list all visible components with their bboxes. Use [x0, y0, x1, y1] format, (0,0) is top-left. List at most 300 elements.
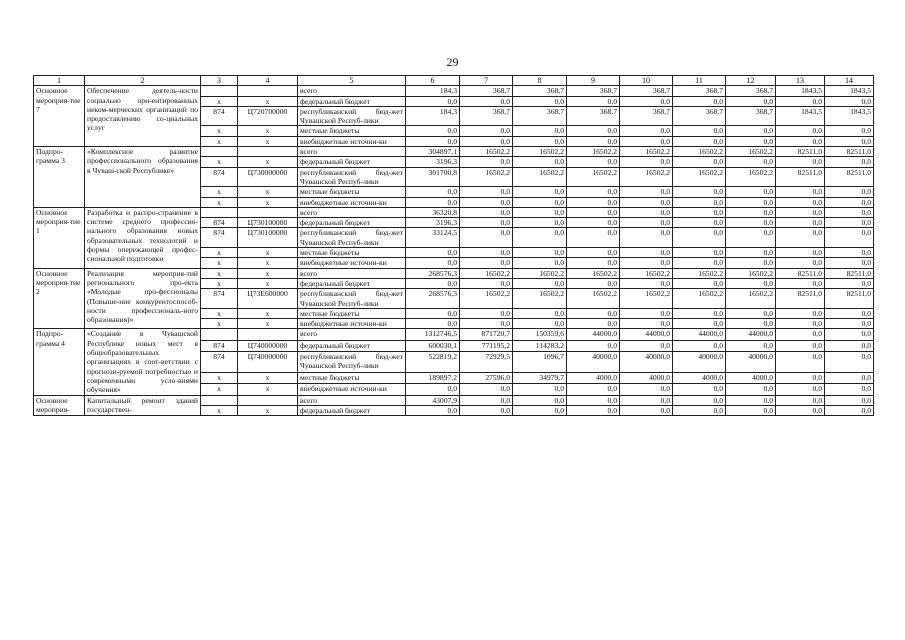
- header-cell: 4: [238, 76, 298, 86]
- funding-source-cell: республиканский бюд-жет Чувашской Респуб-лики: [298, 228, 406, 248]
- budget-code-cell: Ц730100000: [238, 218, 298, 228]
- amount-cell: 34979,7: [513, 373, 567, 384]
- amount-cell: 3196,3: [406, 218, 460, 228]
- ministry-code-cell: x: [201, 319, 238, 329]
- funding-source-cell: федеральный бюджет: [298, 340, 406, 351]
- funding-source-cell: федеральный бюджет: [298, 278, 406, 288]
- budget-code-cell: x: [238, 405, 298, 415]
- amount-cell: 82511,0: [825, 167, 874, 187]
- row-group-description: «Создание в Чувашской Республике новых мест в общеобразовательных организациях в соот-ветствии с прогнози-руемой потребностью и современными усло-виями обучения»: [85, 329, 201, 395]
- amount-cell: 0,0: [825, 207, 874, 217]
- budget-code-cell: x: [238, 248, 298, 258]
- amount-cell: 0,0: [673, 96, 726, 106]
- amount-cell: 16502,2: [726, 147, 776, 157]
- amount-cell: 0,0: [567, 319, 620, 329]
- amount-cell: 0,0: [567, 197, 620, 207]
- amount-cell: 0,0: [726, 207, 776, 217]
- funding-source-cell: республиканский бюд-жет Чувашской Респуб-лики: [298, 167, 406, 187]
- amount-cell: 0,0: [513, 197, 567, 207]
- amount-cell: 0,0: [726, 197, 776, 207]
- amount-cell: 0,0: [620, 384, 673, 395]
- amount-cell: 368,7: [460, 86, 513, 96]
- amount-cell: 0,0: [825, 395, 874, 405]
- header-row: [34, 76, 874, 86]
- amount-cell: 0,0: [567, 395, 620, 405]
- amount-cell: 0,0: [460, 319, 513, 329]
- amount-cell: 33124,5: [406, 228, 460, 248]
- amount-cell: 0,0: [406, 258, 460, 268]
- amount-cell: 0,0: [567, 126, 620, 136]
- amount-cell: 0,0: [776, 329, 825, 340]
- budget-table: [33, 75, 874, 416]
- amount-cell: 0,0: [620, 197, 673, 207]
- funding-source-cell: всего: [298, 86, 406, 96]
- funding-source-cell: местные бюджеты: [298, 248, 406, 258]
- row-group-label: Подпро-грамма 4: [34, 329, 85, 395]
- amount-cell: 301700,8: [406, 167, 460, 187]
- amount-cell: 16502,2: [620, 167, 673, 187]
- amount-cell: 16502,2: [673, 147, 726, 157]
- ministry-code-cell: x: [201, 136, 238, 146]
- amount-cell: 0,0: [620, 308, 673, 318]
- amount-cell: 0,0: [825, 157, 874, 167]
- amount-cell: 0,0: [513, 218, 567, 228]
- amount-cell: 0,0: [673, 340, 726, 351]
- amount-cell: 0,0: [673, 218, 726, 228]
- funding-source-cell: всего: [298, 147, 406, 157]
- amount-cell: 268576,3: [406, 289, 460, 309]
- amount-cell: 522819,2: [406, 351, 460, 372]
- header-cell: 7: [460, 76, 513, 86]
- row-group-description: Разработка и распро-странение в системе среднего профессио-нального образования новых образовательных технологий и формы опережающей профес-сиональной подготовки: [85, 207, 201, 268]
- amount-cell: 44000,0: [620, 329, 673, 340]
- amount-cell: 40000,0: [673, 351, 726, 372]
- amount-cell: 0,0: [726, 126, 776, 136]
- amount-cell: 0,0: [776, 351, 825, 372]
- amount-cell: 368,7: [673, 86, 726, 96]
- amount-cell: 0,0: [620, 340, 673, 351]
- amount-cell: 0,0: [620, 278, 673, 288]
- row-group-label: Основное мероприя-тие 1: [34, 207, 85, 268]
- amount-cell: 0,0: [776, 126, 825, 136]
- budget-code-cell: x: [238, 96, 298, 106]
- funding-source-cell: внебюджетные источни-ки: [298, 136, 406, 146]
- amount-cell: 0,0: [776, 207, 825, 217]
- ministry-code-cell: 874: [201, 289, 238, 309]
- amount-cell: 0,0: [460, 278, 513, 288]
- funding-source-cell: местные бюджеты: [298, 373, 406, 384]
- ministry-code-cell: 874: [201, 340, 238, 351]
- amount-cell: 0,0: [776, 405, 825, 415]
- ministry-code-cell: x: [201, 308, 238, 318]
- amount-cell: 0,0: [567, 384, 620, 395]
- amount-cell: 0,0: [673, 157, 726, 167]
- amount-cell: 0,0: [513, 228, 567, 248]
- amount-cell: 304897,1: [406, 147, 460, 157]
- table-row: [34, 329, 874, 340]
- amount-cell: 114283,2: [513, 340, 567, 351]
- budget-code-cell: x: [238, 187, 298, 197]
- amount-cell: 0,0: [620, 96, 673, 106]
- amount-cell: 0,0: [673, 187, 726, 197]
- amount-cell: 16502,2: [460, 147, 513, 157]
- ministry-code-cell: [201, 395, 238, 405]
- header-cell: 14: [825, 76, 874, 86]
- amount-cell: 0,0: [513, 278, 567, 288]
- amount-cell: 0,0: [726, 157, 776, 167]
- amount-cell: 0,0: [673, 384, 726, 395]
- amount-cell: 0,0: [673, 207, 726, 217]
- amount-cell: 0,0: [406, 126, 460, 136]
- amount-cell: 0,0: [726, 248, 776, 258]
- funding-source-cell: федеральный бюджет: [298, 405, 406, 415]
- amount-cell: 0,0: [776, 278, 825, 288]
- header-cell: 1: [34, 76, 85, 86]
- budget-code-cell: [238, 147, 298, 157]
- funding-source-cell: республиканский бюд-жет Чувашской Респуб-лики: [298, 289, 406, 309]
- amount-cell: 1843,5: [825, 106, 874, 126]
- amount-cell: 0,0: [513, 308, 567, 318]
- amount-cell: 0,0: [825, 351, 874, 372]
- funding-source-cell: всего: [298, 207, 406, 217]
- funding-source-cell: всего: [298, 329, 406, 340]
- amount-cell: 268576,3: [406, 268, 460, 278]
- budget-code-cell: Ц730100000: [238, 228, 298, 248]
- amount-cell: 16502,2: [567, 167, 620, 187]
- ministry-code-cell: 874: [201, 351, 238, 372]
- amount-cell: 16502,2: [567, 289, 620, 309]
- budget-code-cell: Ц740000000: [238, 351, 298, 372]
- amount-cell: 0,0: [776, 308, 825, 318]
- amount-cell: 0,0: [726, 228, 776, 248]
- amount-cell: 0,0: [460, 96, 513, 106]
- header-cell: 2: [85, 76, 201, 86]
- amount-cell: 0,0: [620, 187, 673, 197]
- amount-cell: 0,0: [406, 197, 460, 207]
- ministry-code-cell: x: [201, 157, 238, 167]
- amount-cell: 72929,5: [460, 351, 513, 372]
- amount-cell: 0,0: [776, 384, 825, 395]
- amount-cell: 0,0: [567, 405, 620, 415]
- funding-source-cell: всего: [298, 395, 406, 405]
- amount-cell: 4000,0: [673, 373, 726, 384]
- amount-cell: 0,0: [513, 319, 567, 329]
- amount-cell: 0,0: [776, 157, 825, 167]
- amount-cell: 0,0: [513, 384, 567, 395]
- amount-cell: 368,7: [460, 106, 513, 126]
- budget-code-cell: x: [238, 126, 298, 136]
- amount-cell: 0,0: [726, 395, 776, 405]
- funding-source-cell: внебюджетные источни-ки: [298, 319, 406, 329]
- funding-source-cell: всего: [298, 268, 406, 278]
- ministry-code-cell: 874: [201, 106, 238, 126]
- table-row: [34, 268, 874, 278]
- amount-cell: 0,0: [776, 395, 825, 405]
- ministry-code-cell: x: [201, 187, 238, 197]
- amount-cell: 0,0: [825, 96, 874, 106]
- amount-cell: 368,7: [513, 86, 567, 96]
- amount-cell: 189897,2: [406, 373, 460, 384]
- amount-cell: 0,0: [567, 96, 620, 106]
- amount-cell: 368,7: [673, 106, 726, 126]
- amount-cell: 771195,2: [460, 340, 513, 351]
- amount-cell: 368,7: [513, 106, 567, 126]
- funding-source-cell: местные бюджеты: [298, 126, 406, 136]
- amount-cell: 16502,2: [513, 289, 567, 309]
- amount-cell: 0,0: [825, 197, 874, 207]
- amount-cell: 184,3: [406, 86, 460, 96]
- amount-cell: 0,0: [513, 405, 567, 415]
- amount-cell: 16502,2: [460, 289, 513, 309]
- amount-cell: 44000,0: [726, 329, 776, 340]
- amount-cell: 368,7: [726, 106, 776, 126]
- amount-cell: 0,0: [776, 96, 825, 106]
- amount-cell: 0,0: [513, 248, 567, 258]
- amount-cell: 0,0: [567, 308, 620, 318]
- amount-cell: 0,0: [825, 308, 874, 318]
- budget-code-cell: x: [238, 278, 298, 288]
- budget-code-cell: [238, 86, 298, 96]
- amount-cell: 1843,5: [825, 86, 874, 96]
- amount-cell: 0,0: [513, 157, 567, 167]
- budget-code-cell: Ц740000000: [238, 340, 298, 351]
- funding-source-cell: местные бюджеты: [298, 308, 406, 318]
- amount-cell: 82511,0: [776, 167, 825, 187]
- amount-cell: 0,0: [825, 126, 874, 136]
- table-row: [34, 86, 874, 96]
- amount-cell: 16502,2: [620, 289, 673, 309]
- amount-cell: 0,0: [567, 218, 620, 228]
- table-row: [34, 207, 874, 217]
- amount-cell: 0,0: [776, 258, 825, 268]
- amount-cell: 0,0: [460, 187, 513, 197]
- amount-cell: 0,0: [567, 157, 620, 167]
- header-cell: 11: [673, 76, 726, 86]
- amount-cell: 16502,2: [673, 167, 726, 187]
- amount-cell: 16502,2: [460, 167, 513, 187]
- amount-cell: 0,0: [620, 136, 673, 146]
- ministry-code-cell: x: [201, 384, 238, 395]
- ministry-code-cell: 874: [201, 218, 238, 228]
- amount-cell: 0,0: [406, 248, 460, 258]
- page-number: 29: [446, 55, 459, 69]
- row-group-label: Основное мероприя-: [34, 395, 85, 416]
- amount-cell: 150359,6: [513, 329, 567, 340]
- ministry-code-cell: [201, 86, 238, 96]
- amount-cell: 0,0: [726, 258, 776, 268]
- amount-cell: 0,0: [620, 248, 673, 258]
- amount-cell: 0,0: [726, 187, 776, 197]
- amount-cell: 4000,0: [726, 373, 776, 384]
- ministry-code-cell: x: [201, 405, 238, 415]
- amount-cell: 0,0: [620, 157, 673, 167]
- amount-cell: 0,0: [825, 329, 874, 340]
- amount-cell: 0,0: [406, 319, 460, 329]
- amount-cell: 0,0: [776, 248, 825, 258]
- amount-cell: 184,3: [406, 106, 460, 126]
- amount-cell: 0,0: [825, 218, 874, 228]
- amount-cell: 0,0: [825, 384, 874, 395]
- amount-cell: 0,0: [825, 258, 874, 268]
- budget-code-cell: x: [238, 258, 298, 268]
- amount-cell: 1843,5: [776, 106, 825, 126]
- amount-cell: 40000,0: [620, 351, 673, 372]
- amount-cell: 16502,2: [673, 289, 726, 309]
- funding-source-cell: внебюджетные источни-ки: [298, 197, 406, 207]
- amount-cell: 0,0: [567, 187, 620, 197]
- amount-cell: 0,0: [726, 319, 776, 329]
- budget-code-cell: Ц73Е600000: [238, 289, 298, 309]
- row-group-description: Капитальный ремонт зданий государствен-: [85, 395, 201, 416]
- amount-cell: 0,0: [776, 136, 825, 146]
- budget-code-cell: [238, 395, 298, 405]
- amount-cell: 16502,2: [567, 147, 620, 157]
- row-group-description: «Комплексное развитие профессионального образования в Чуваш-ской Республике»: [85, 147, 201, 208]
- budget-code-cell: x: [238, 268, 298, 278]
- amount-cell: 4000,0: [567, 373, 620, 384]
- funding-source-cell: федеральный бюджет: [298, 96, 406, 106]
- amount-cell: 368,7: [620, 86, 673, 96]
- amount-cell: 0,0: [673, 197, 726, 207]
- amount-cell: 0,0: [513, 207, 567, 217]
- amount-cell: 40000,0: [567, 351, 620, 372]
- amount-cell: 0,0: [726, 405, 776, 415]
- funding-source-cell: внебюджетные источни-ки: [298, 258, 406, 268]
- amount-cell: 0,0: [567, 340, 620, 351]
- ministry-code-cell: [201, 207, 238, 217]
- funding-source-cell: федеральный бюджет: [298, 157, 406, 167]
- amount-cell: 0,0: [406, 136, 460, 146]
- amount-cell: 1843,5: [776, 86, 825, 96]
- amount-cell: 16502,2: [726, 167, 776, 187]
- amount-cell: 82511,0: [776, 147, 825, 157]
- amount-cell: 0,0: [620, 395, 673, 405]
- amount-cell: 16502,2: [620, 268, 673, 278]
- amount-cell: 0,0: [673, 395, 726, 405]
- amount-cell: 16502,2: [567, 268, 620, 278]
- amount-cell: 0,0: [567, 207, 620, 217]
- amount-cell: 0,0: [673, 405, 726, 415]
- amount-cell: 0,0: [726, 96, 776, 106]
- row-group-label: Основное мероприя-тие 7: [34, 86, 85, 147]
- amount-cell: 0,0: [673, 308, 726, 318]
- header-cell: 6: [406, 76, 460, 86]
- amount-cell: 0,0: [513, 187, 567, 197]
- amount-cell: 16502,2: [726, 268, 776, 278]
- amount-cell: 0,0: [513, 395, 567, 405]
- amount-cell: 0,0: [825, 319, 874, 329]
- amount-cell: 0,0: [513, 258, 567, 268]
- amount-cell: 0,0: [825, 228, 874, 248]
- amount-cell: 0,0: [460, 308, 513, 318]
- amount-cell: 16502,2: [620, 147, 673, 157]
- budget-code-cell: x: [238, 384, 298, 395]
- ministry-code-cell: 874: [201, 228, 238, 248]
- amount-cell: 0,0: [776, 218, 825, 228]
- amount-cell: 0,0: [620, 319, 673, 329]
- amount-cell: 0,0: [825, 248, 874, 258]
- amount-cell: 0,0: [726, 308, 776, 318]
- amount-cell: 27596,0: [460, 373, 513, 384]
- amount-cell: 0,0: [513, 136, 567, 146]
- amount-cell: 16502,2: [513, 167, 567, 187]
- funding-source-cell: федеральный бюджет: [298, 218, 406, 228]
- amount-cell: 16502,2: [513, 147, 567, 157]
- amount-cell: 0,0: [406, 278, 460, 288]
- amount-cell: 0,0: [460, 395, 513, 405]
- funding-source-cell: республиканский бюд-жет Чувашской Респуб-лики: [298, 351, 406, 372]
- amount-cell: 0,0: [567, 228, 620, 248]
- funding-source-cell: местные бюджеты: [298, 187, 406, 197]
- budget-code-cell: Ц730000000: [238, 167, 298, 187]
- amount-cell: 0,0: [460, 207, 513, 217]
- amount-cell: 0,0: [776, 228, 825, 248]
- ministry-code-cell: [201, 329, 238, 340]
- budget-code-cell: x: [238, 197, 298, 207]
- amount-cell: 16502,2: [460, 268, 513, 278]
- amount-cell: 0,0: [620, 228, 673, 248]
- budget-code-cell: Ц720700000: [238, 106, 298, 126]
- ministry-code-cell: x: [201, 268, 238, 278]
- amount-cell: 0,0: [620, 207, 673, 217]
- amount-cell: 1096,7: [513, 351, 567, 372]
- table-row: [34, 147, 874, 157]
- amount-cell: 0,0: [460, 197, 513, 207]
- header-cell: 8: [513, 76, 567, 86]
- amount-cell: 0,0: [567, 248, 620, 258]
- amount-cell: 0,0: [406, 308, 460, 318]
- amount-cell: 0,0: [776, 319, 825, 329]
- amount-cell: 368,7: [620, 106, 673, 126]
- row-group-description: Реализация мероприя-тий регионального про-екта «Молодые про-фессионалы (Повыше-ние конкурентоспособ-ности профессиональ-ного образования)»: [85, 268, 201, 329]
- amount-cell: 0,0: [726, 136, 776, 146]
- amount-cell: 36320,8: [406, 207, 460, 217]
- amount-cell: 0,0: [776, 373, 825, 384]
- amount-cell: 0,0: [460, 126, 513, 136]
- amount-cell: 0,0: [620, 218, 673, 228]
- amount-cell: 0,0: [406, 96, 460, 106]
- budget-code-cell: x: [238, 373, 298, 384]
- amount-cell: 0,0: [825, 340, 874, 351]
- amount-cell: 0,0: [673, 228, 726, 248]
- amount-cell: 44000,0: [673, 329, 726, 340]
- row-group-label: Основное мероприя-тие 2: [34, 268, 85, 329]
- amount-cell: 16502,2: [726, 289, 776, 309]
- amount-cell: 0,0: [673, 278, 726, 288]
- amount-cell: 871720,7: [460, 329, 513, 340]
- header-cell: 3: [201, 76, 238, 86]
- amount-cell: 0,0: [460, 228, 513, 248]
- amount-cell: 82511,0: [776, 268, 825, 278]
- amount-cell: 0,0: [673, 248, 726, 258]
- amount-cell: 0,0: [460, 218, 513, 228]
- ministry-code-cell: x: [201, 373, 238, 384]
- amount-cell: 0,0: [825, 136, 874, 146]
- budget-code-cell: x: [238, 308, 298, 318]
- amount-cell: 0,0: [460, 157, 513, 167]
- header-cell: 12: [726, 76, 776, 86]
- amount-cell: 0,0: [673, 319, 726, 329]
- ministry-code-cell: [201, 147, 238, 157]
- amount-cell: 0,0: [726, 218, 776, 228]
- amount-cell: 0,0: [776, 197, 825, 207]
- table-row: [34, 395, 874, 405]
- amount-cell: 3196,3: [406, 157, 460, 167]
- amount-cell: 40000,0: [726, 351, 776, 372]
- amount-cell: 1312746,5: [406, 329, 460, 340]
- funding-source-cell: республиканский бюд-жет Чувашской Респуб-лики: [298, 106, 406, 126]
- ministry-code-cell: 874: [201, 167, 238, 187]
